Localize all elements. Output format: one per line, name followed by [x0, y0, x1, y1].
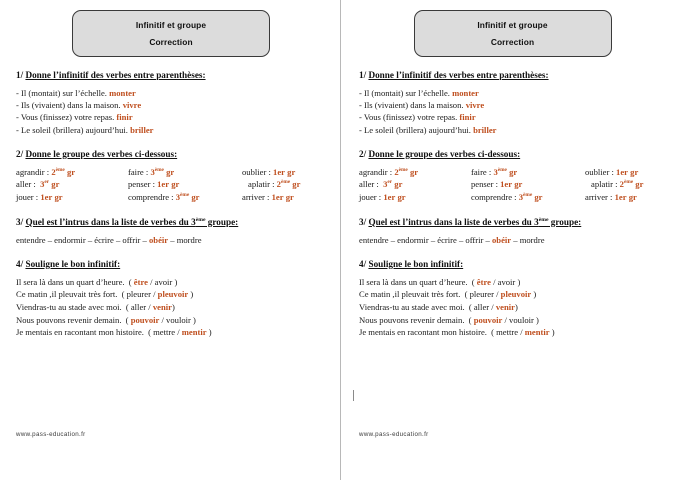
paren-open: ( [121, 289, 125, 300]
ordinal-suffix: ème [154, 166, 164, 173]
exercise1-answer: finir [459, 112, 476, 123]
group-answer [176, 192, 200, 202]
ordinal: 3 [493, 166, 498, 177]
list-item [359, 191, 467, 204]
group-answer [394, 167, 418, 177]
ordinal-suffix: ème [398, 166, 408, 173]
ordinal: 2 [619, 179, 624, 190]
paren-open: ( [125, 314, 129, 325]
sentence-text: Je mentais en racontant mon histoire. [359, 327, 487, 338]
group-unit: gr [630, 166, 639, 177]
exercise4-heading [359, 259, 666, 269]
paren-open: ( [125, 301, 129, 312]
title-box-line2: Correction [490, 37, 535, 47]
verb-list-suffix: – mordre [511, 234, 545, 245]
choice-separator: / [493, 276, 496, 287]
list-item [16, 288, 326, 301]
list-item [16, 111, 326, 123]
list-item [359, 111, 666, 123]
group-answer [40, 192, 62, 202]
group-unit: gr [285, 192, 294, 202]
group-answer [493, 167, 517, 177]
list-item [359, 99, 666, 111]
exercise1-answer: briller [130, 124, 154, 135]
verb-list-prefix: entendre – endormir – écrire – offrir – [359, 234, 492, 245]
exercise1-answer: finir [116, 112, 133, 123]
group-unit: gr [51, 179, 60, 190]
paren-close: ) [190, 289, 194, 300]
list-item [124, 191, 240, 204]
ordinal: 1er [614, 192, 627, 202]
choice-option-2: vouloir [166, 314, 191, 325]
choice-separator: / [504, 314, 507, 325]
ordinal: 1er [157, 179, 170, 190]
group-answer [157, 179, 179, 189]
exercise1-number: 1/ [16, 70, 24, 80]
choice-group [119, 289, 193, 299]
exercise1-sentence: - Il (montait) sur l’échelle. [359, 88, 450, 98]
choice-group [467, 315, 539, 325]
choice-group [470, 277, 521, 287]
list-item [16, 191, 124, 204]
title-box-line1: Infinitif et groupe [477, 20, 548, 30]
paren-open: ( [148, 327, 151, 338]
list-item [583, 178, 666, 191]
exercise1-heading-text: Donne l’infinitif des verbes entre parenthèses: [368, 70, 549, 80]
list-item [583, 166, 666, 179]
exercise1-sentence: - Vous (finissez) votre repas. [359, 112, 458, 123]
sentence-text: Viendras-tu au stade avec moi. [16, 301, 122, 312]
paren-close: ) [533, 289, 537, 300]
ordinal: 2 [51, 166, 56, 177]
exercise1-answer: vivre [122, 100, 142, 111]
verb-label: arriver : [585, 192, 613, 202]
exercise2-heading-text: Donne le groupe des verbes ci-dessous: [368, 148, 521, 159]
group-answer [620, 179, 644, 189]
choice-option-1: mettre [496, 327, 519, 338]
verb-list-suffix: – mordre [168, 234, 202, 245]
choice-option-2: venir [495, 301, 515, 312]
intruder-answer: obéir [149, 234, 169, 245]
exercise4-list [16, 276, 326, 339]
exercise1-list [359, 87, 666, 136]
ordinal-suffix: ème [180, 192, 190, 199]
exercise2-number: 2/ [359, 148, 367, 159]
exercise3-heading-after: groupe: [205, 216, 239, 227]
group-answer [273, 167, 295, 177]
exercise1-number: 1/ [359, 70, 367, 80]
ordinal-suffix: ème [523, 192, 533, 199]
verb-list-prefix: entendre – endormir – écrire – offrir – [16, 234, 149, 245]
paren-open: ( [468, 301, 472, 312]
list-item [124, 178, 240, 191]
exercise2-grid [359, 166, 666, 204]
group-answer [51, 167, 75, 177]
sentence-text: Il sera là dans un quart d’heure. [16, 276, 125, 287]
exercise2-heading-text: Donne le groupe des verbes ci-dessous: [25, 148, 178, 159]
choice-group [124, 302, 175, 312]
choice-option-2: mentir [524, 327, 550, 338]
exercise3-heading-text [25, 217, 238, 227]
exercise4-list [359, 276, 666, 339]
exercise3-heading [359, 217, 666, 227]
choice-group [146, 327, 212, 337]
list-item [124, 166, 240, 179]
group-unit: gr [166, 166, 175, 177]
group-answer [500, 179, 522, 189]
exercise1-sentence: - Ils (vivaient) dans la maison. [359, 100, 464, 111]
exercise3-heading-sup: ème [195, 216, 206, 223]
exercise1-answer: briller [473, 124, 497, 135]
list-item [359, 301, 666, 314]
verb-label: aller : [16, 179, 36, 190]
exercise3-heading-sup: ème [538, 216, 549, 223]
choice-separator: / [148, 301, 151, 312]
list-item [359, 314, 666, 327]
exercise3-heading [16, 217, 326, 227]
choice-separator: / [150, 276, 153, 287]
list-item [583, 191, 666, 204]
title-box-line2: Correction [149, 37, 193, 47]
list-item [16, 276, 326, 289]
choice-option-2: pleuvoir [500, 289, 532, 300]
verb-label: comprendre : [128, 192, 174, 202]
list-item [16, 178, 124, 191]
list-item [240, 166, 326, 179]
list-item [359, 87, 666, 99]
group-unit: gr [509, 166, 518, 177]
paren-open: ( [128, 276, 132, 287]
verb-label: comprendre : [471, 192, 517, 202]
list-item [16, 87, 326, 99]
ordinal-suffix: ème [280, 179, 291, 186]
exercise3-verb-list [16, 234, 326, 246]
list-item [359, 288, 666, 301]
choice-separator: / [520, 327, 523, 338]
choice-option-1: pleurer [126, 289, 151, 300]
choice-option-2: avoir [497, 276, 516, 287]
group-unit: gr [628, 192, 637, 202]
ordinal-suffix: ème [55, 166, 65, 173]
title-box-line1: Infinitif et groupe [135, 20, 207, 30]
list-item [16, 301, 326, 314]
group-unit: gr [292, 179, 301, 190]
choice-group [124, 315, 196, 325]
verb-label: arriver : [242, 192, 270, 202]
list-item [16, 166, 124, 179]
exercise2-number: 2/ [16, 148, 24, 159]
exercise1-answer: monter [109, 88, 136, 98]
paren-close: ) [517, 276, 521, 287]
choice-group [462, 289, 536, 299]
group-answer [519, 192, 543, 202]
ordinal: 1er [616, 166, 628, 177]
text-cursor [353, 390, 354, 401]
footer-url: www.pass-education.fr [359, 431, 429, 438]
ordinal: 3 [150, 166, 155, 177]
exercise1-heading-text: Donne l’infinitif des verbes entre parenthèses: [25, 70, 206, 80]
choice-group [489, 327, 555, 337]
exercise2-grid [16, 166, 326, 204]
ordinal: 3 [383, 179, 388, 190]
sentence-text: Nous pouvons revenir demain. [16, 314, 122, 325]
sentence-text: Viendras-tu au stade avec moi. [359, 301, 465, 312]
exercise3-heading-text [368, 217, 581, 227]
exercise1-sentence: - Il (montait) sur l’échelle. [16, 88, 107, 98]
list-item [240, 191, 326, 204]
exercise1-answer: vivre [465, 100, 485, 111]
verb-label: jouer : [16, 192, 39, 202]
verb-label: faire : [128, 166, 149, 177]
group-unit: gr [514, 179, 523, 190]
choice-option-1: pleurer [469, 289, 494, 300]
exercise4-number: 4/ [16, 258, 24, 269]
ordinal: 1er [500, 179, 513, 190]
exercise1-sentence: - Le soleil (brillera) aujourd’hui. [16, 124, 128, 135]
paren-close: ) [551, 327, 555, 338]
group-answer [615, 192, 637, 202]
verb-label: penser : [471, 179, 498, 190]
choice-option-1: mettre [153, 327, 176, 338]
exercise4-heading-text: Souligne le bon infinitif: [25, 258, 121, 269]
title-box [414, 10, 612, 57]
exercise1-sentence: - Vous (finissez) votre repas. [16, 112, 115, 123]
ordinal-suffix: ème [497, 166, 507, 173]
group-answer [383, 192, 405, 202]
ordinal: 1er [271, 192, 284, 202]
list-item [359, 124, 666, 136]
verb-label: oublier : [585, 166, 614, 177]
exercise3-verb-list [359, 234, 666, 246]
list-item [16, 326, 326, 339]
choice-option-1: aller [473, 301, 490, 312]
choice-group [127, 277, 178, 287]
ordinal: 1er [273, 166, 285, 177]
group-unit: gr [191, 192, 200, 202]
verb-label: jouer : [359, 192, 382, 202]
choice-option-2: avoir [154, 276, 173, 287]
verb-label: aplatir : [248, 179, 275, 190]
exercise3-heading-before: Quel est l’intrus dans la liste de verbes du 3 [368, 216, 539, 227]
group-unit: gr [54, 192, 63, 202]
exercise1-heading [16, 70, 326, 80]
choice-option-1: aller [130, 301, 147, 312]
ordinal-suffix: ème [623, 179, 634, 186]
choice-group [467, 302, 518, 312]
group-answer [277, 179, 301, 189]
choice-option-2: mentir [181, 327, 207, 338]
paren-close: ) [193, 314, 196, 325]
list-item [16, 314, 326, 327]
ordinal-suffix: er [44, 179, 50, 186]
ordinal: 1er [383, 192, 396, 202]
sentence-text: Ce matin ,il pleuvait très fort. [16, 289, 118, 300]
exercise3-heading-before: Quel est l’intrus dans la liste de verbes du 3 [25, 216, 196, 227]
choice-separator: / [496, 289, 499, 300]
ordinal: 3 [40, 179, 45, 190]
group-unit: gr [397, 192, 406, 202]
verb-label: aller : [359, 179, 379, 190]
verb-label: agrandir : [16, 166, 50, 177]
group-unit: gr [635, 179, 644, 190]
list-item [467, 166, 583, 179]
group-answer [616, 167, 638, 177]
group-unit: gr [66, 166, 76, 177]
paren-close: ) [208, 327, 212, 338]
exercise2-heading [359, 149, 666, 159]
ordinal-suffix: er [387, 179, 393, 186]
group-unit: gr [534, 192, 543, 202]
exercise1-heading [359, 70, 666, 80]
list-item [359, 276, 666, 289]
paren-close: ) [171, 301, 175, 312]
choice-separator: / [491, 301, 494, 312]
exercise1-sentence: - Ils (vivaient) dans la maison. [16, 100, 121, 111]
sentence-text: Nous pouvons revenir demain. [359, 314, 465, 325]
group-answer [272, 192, 294, 202]
ordinal: 1er [40, 192, 53, 202]
choice-option-1: être [476, 276, 491, 287]
exercise3-number: 3/ [16, 216, 24, 227]
paren-open: ( [471, 276, 475, 287]
list-item [359, 166, 467, 179]
choice-option-1: pouvoir [130, 314, 160, 325]
verb-label: oublier : [242, 166, 271, 177]
list-item [240, 178, 326, 191]
group-answer [40, 179, 59, 189]
paren-open: ( [491, 327, 494, 338]
group-unit: gr [287, 166, 296, 177]
exercise2-heading [16, 149, 326, 159]
sentence-text: Je mentais en racontant mon histoire. [16, 327, 144, 338]
choice-option-2: pleuvoir [157, 289, 189, 300]
ordinal: 3 [518, 192, 524, 202]
paren-close: ) [514, 301, 518, 312]
intruder-answer: obéir [492, 234, 512, 245]
paren-open: ( [468, 314, 472, 325]
paren-close: ) [174, 276, 178, 287]
worksheet-column-right [340, 0, 680, 480]
list-item [467, 178, 583, 191]
choice-option-1: pouvoir [473, 314, 503, 325]
verb-label: aplatir : [591, 179, 618, 190]
choice-separator: / [177, 327, 180, 338]
exercise4-heading [16, 259, 326, 269]
exercise1-list [16, 87, 326, 136]
list-item [16, 124, 326, 136]
group-unit: gr [409, 166, 419, 177]
footer-url: www.pass-education.fr [16, 431, 86, 438]
choice-option-2: venir [152, 301, 172, 312]
exercise4-number: 4/ [359, 258, 367, 269]
choice-separator: / [161, 314, 164, 325]
ordinal: 2 [394, 166, 399, 177]
exercise3-heading-after: groupe: [548, 216, 582, 227]
list-item [467, 191, 583, 204]
group-answer [383, 179, 402, 189]
exercise1-answer: monter [452, 88, 479, 98]
list-item [359, 178, 467, 191]
list-item [16, 99, 326, 111]
choice-option-1: être [133, 276, 148, 287]
exercise4-heading-text: Souligne le bon infinitif: [368, 258, 464, 269]
ordinal: 2 [276, 179, 281, 190]
group-unit: gr [171, 179, 180, 190]
exercise1-sentence: - Le soleil (brillera) aujourd’hui. [359, 124, 471, 135]
paren-open: ( [464, 289, 468, 300]
choice-separator: / [153, 289, 156, 300]
title-box [72, 10, 270, 57]
exercise3-number: 3/ [359, 216, 367, 227]
sentence-text: Il sera là dans un quart d’heure. [359, 276, 468, 287]
sentence-text: Ce matin ,il pleuvait très fort. [359, 289, 461, 300]
choice-option-2: vouloir [509, 314, 534, 325]
verb-label: faire : [471, 166, 492, 177]
list-item [359, 326, 666, 339]
group-answer [150, 167, 174, 177]
verb-label: agrandir : [359, 166, 393, 177]
verb-label: penser : [128, 179, 155, 190]
ordinal: 3 [175, 192, 181, 202]
group-unit: gr [394, 179, 403, 190]
paren-close: ) [536, 314, 539, 325]
